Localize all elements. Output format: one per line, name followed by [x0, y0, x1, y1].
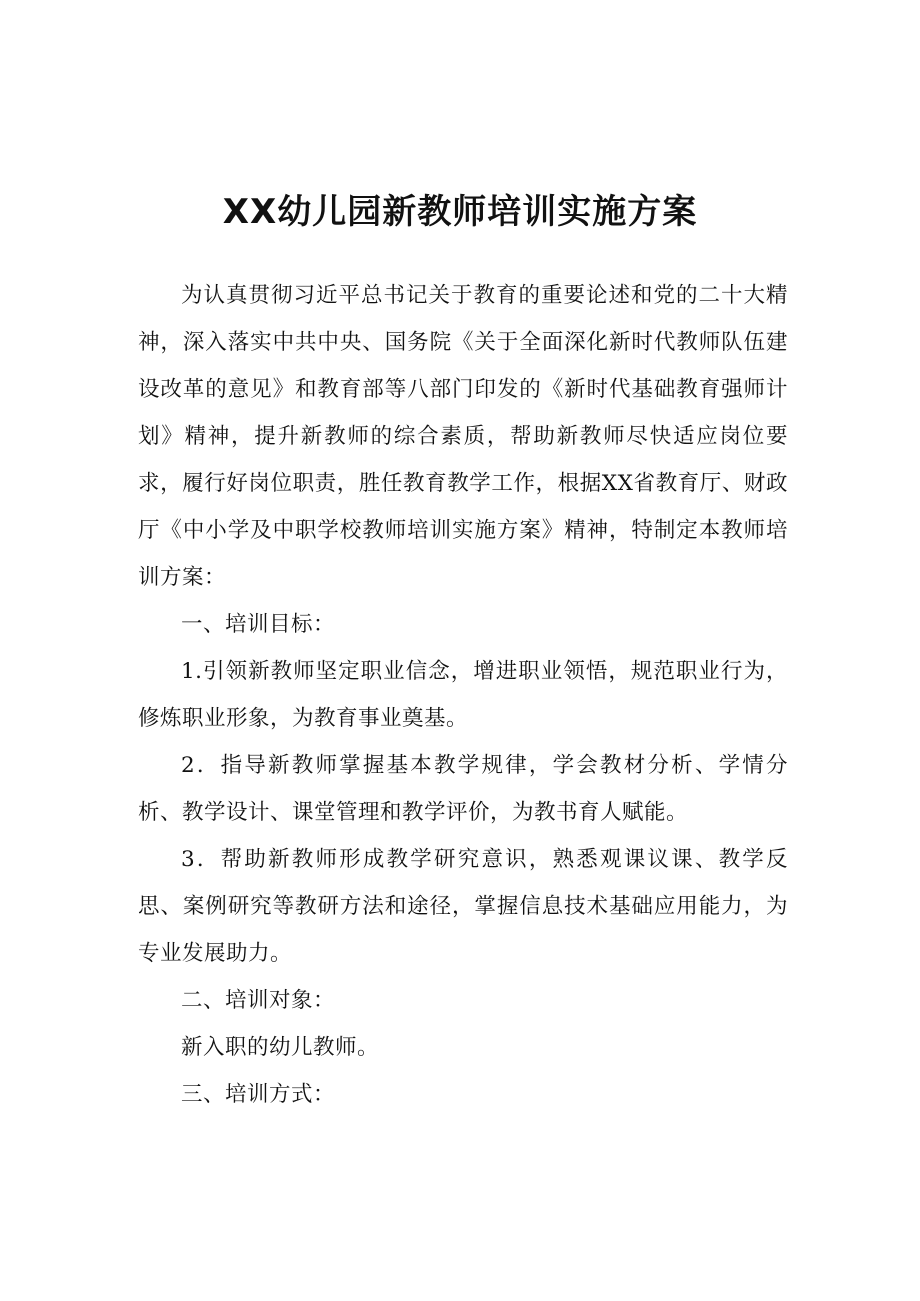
goal-item-1: 1.引领新教师坚定职业信念，增进职业领悟，规范职业行为，修炼职业形象，为教育事业奠基。 [138, 659, 788, 731]
document-title: XX幼儿园新教师培训实施方案 [222, 192, 698, 232]
section-heading-target: 二、培训对象： [181, 988, 336, 1013]
section-heading-method: 三、培训方式： [181, 1082, 336, 1107]
intro-paragraph: 为认真贯彻习近平总书记关于教育的重要论述和党的二十大精神，深入落实中共中央、国务院《关于全面深化新时代教师队伍建设改革的意见》和教育部等八部门印发的《新时代基础教育强师计划》精神，提升新教师的综合素质，帮助新教师尽快适应岗位要求，履行好岗位职责，胜任教育教学工作，根据XX省教育厅、财政厅《中小学及中职学校教师培训实施方案》精神，特制定本教师培训方案： [138, 283, 788, 590]
section-heading-goals: 一、培训目标： [181, 612, 336, 637]
goal-item-3: 3．帮助新教师形成教学研究意识，熟悉观课议课、教学反思、案例研究等教研方法和途径，掌握信息技术基础应用能力，为专业发展助力。 [138, 847, 788, 966]
goal-item-2: 2．指导新教师掌握基本教学规律，学会教材分析、学情分析、教学设计、课堂管理和教学评价，为教书育人赋能。 [138, 753, 788, 825]
target-content: 新入职的幼儿教师。 [181, 1035, 380, 1060]
document-body [138, 272, 788, 1118]
